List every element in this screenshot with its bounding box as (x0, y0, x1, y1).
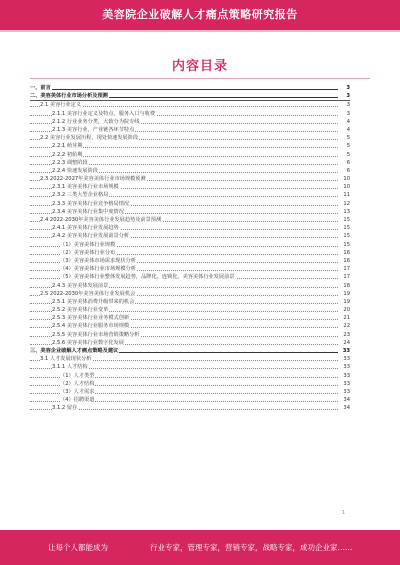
toc-entry-label: 3.1.1 人才结构 (52, 364, 88, 371)
toc-entry-label: （2）美容美体行业分布 (60, 249, 116, 256)
toc-entry-page: 5 (339, 134, 350, 142)
toc-entry[interactable] (30, 200, 350, 208)
toc-entry-page: 15 (339, 241, 350, 249)
toc-entry-page: 3 (339, 92, 350, 100)
toc-entry-label: 2.5.1 美容美体消费升级带来的机会 (52, 298, 135, 305)
toc-entry-label: 2.2.4 快速发展阶段 (52, 167, 98, 174)
toc-entry-label: （1）人才类型 (60, 372, 95, 379)
toc-entry-label: 2.5.4 美容美体行业服务市场规模 (52, 323, 130, 330)
toc-entry[interactable] (30, 159, 350, 167)
toc-entry[interactable] (30, 241, 350, 249)
toc-entry[interactable] (30, 339, 350, 347)
toc-entry[interactable] (30, 134, 350, 142)
toc-entry-page: 15 (339, 232, 350, 240)
toc-entry-page: 6 (339, 167, 350, 175)
toc-entry[interactable] (30, 249, 350, 257)
toc-entry[interactable] (30, 355, 350, 363)
toc-entry-page: 16 (339, 249, 350, 257)
toc-entry[interactable] (30, 92, 350, 101)
toc-entry-page: 23 (339, 331, 350, 339)
toc-entry-label: 2.5.3 美容美体行业业务模式创新 (52, 315, 130, 322)
toc-entry-label: 2.4.3 美容美体发展前景 (52, 282, 109, 289)
toc-entry-page: 6 (339, 159, 350, 167)
toc-entry-label: 2.1.3 美容行业，产业链各环节特点 (52, 126, 135, 133)
toc-entry-page: 34 (339, 404, 350, 412)
toc-entry-page: 33 (339, 380, 350, 388)
toc-entry-page: 33 (339, 363, 350, 371)
toc-entry-label: 三、美容企业破解人才痛点策略及建议 (30, 348, 119, 354)
toc-entry-page: 10 (339, 175, 350, 183)
toc-entry-label: 2.3.4 美容美体行业集中度情况 (52, 208, 124, 215)
toc-entry-page: 12 (339, 200, 350, 208)
toc-entry-label: （4）美容美体行业市场规模分析 (60, 266, 136, 273)
toc-entry-page: 11 (339, 191, 350, 199)
toc-entry[interactable] (30, 208, 350, 216)
toc-entry[interactable] (30, 126, 350, 134)
toc-entry-page: 20 (339, 306, 350, 314)
footer-slogan-right: 行业专家，管理专家，营销专家，战略专家，成功企业家…… (150, 543, 353, 552)
toc-entry-label: 2.4 2022-2030年美容美体行业发展趋势及前景预测 (40, 217, 162, 223)
toc-entry[interactable] (30, 347, 350, 355)
toc-entry-page: 3 (339, 101, 350, 109)
toc-entry-label: 2.1.2 行业业务分类，大致分为院专线 (52, 118, 140, 125)
toc-entry-label: 2.3.3 美容美体行业竞争格局情况 (52, 200, 130, 207)
toc-entry-label: （1）美容美体行业规模 (60, 241, 116, 248)
toc-entry-label: 2.5 2022-2030年美容美体行业发展机会 (40, 290, 136, 297)
toc-entry-label: 3.1.2 留存 (52, 405, 78, 412)
toc-entry[interactable] (30, 216, 350, 224)
toc-entry[interactable] (30, 372, 350, 380)
toc-entry[interactable] (30, 331, 350, 339)
toc-entry-label: 2.2.1 萌芽期 (52, 143, 83, 150)
toc-entry[interactable] (30, 290, 350, 298)
toc-entry-label: （2）人才结构 (60, 380, 95, 387)
toc-entry-label: 2.3.1 美容美体行业市场规模 (52, 184, 119, 191)
toc-entry-label: 2.5.5 美容美体行业市场营销策略分析 (52, 331, 140, 338)
toc-entry-page: 4 (339, 118, 350, 126)
toc-entry-label: 2.5.2 美容美体行业变革 (52, 307, 109, 314)
toc-entry-page: 3 (339, 110, 350, 118)
toc-entry[interactable] (30, 142, 350, 150)
toc-entry-label: 2.3.2 三类大型企业格局 (52, 192, 109, 199)
toc-entry-page: 33 (339, 372, 350, 380)
toc-entry[interactable] (30, 257, 350, 265)
toc-entry-label: 2.2.3 调整阶段 (52, 159, 88, 166)
toc-entry-page: 22 (339, 322, 350, 330)
toc-entry[interactable] (30, 167, 350, 175)
toc-entry-page: 33 (339, 355, 350, 363)
toc-entry[interactable] (30, 298, 350, 306)
toc-entry[interactable] (30, 265, 350, 273)
toc-entry-label: 2.2 美容行业发展历程，现处快速发展阶段 (40, 135, 139, 142)
toc-entry-page: 15 (339, 224, 350, 232)
toc-entry-label: （5）美容美体行业整体发展趋势，品牌化、连锁化，美容美体行业发展前景 (60, 274, 235, 281)
toc-entry[interactable] (30, 404, 350, 412)
toc-entry-label: 2.1 美容行业定义 (40, 102, 82, 109)
toc-entry[interactable] (30, 183, 350, 191)
toc-entry-page: 16 (339, 257, 350, 265)
toc-entry-page: 33 (339, 388, 350, 396)
toc-entry-page: 18 (339, 282, 350, 290)
footer-bar (0, 530, 400, 565)
toc-entry-page: 33 (339, 347, 350, 355)
toc-entry-page: 19 (339, 298, 350, 306)
toc-entry[interactable] (30, 151, 350, 159)
toc-entry[interactable] (30, 282, 350, 290)
toc-entry[interactable] (30, 101, 350, 109)
footer-slogan-left: 让每个人都能成为 (48, 543, 108, 552)
toc-entry-label: 2.4.1 美容美体行业发展趋势 (52, 225, 119, 232)
table-of-contents (30, 84, 350, 413)
toc-entry-label: 一、前言 (30, 85, 51, 91)
toc-entry[interactable] (30, 396, 350, 404)
header-accent-bar (0, 30, 400, 32)
toc-entry-page: 3 (339, 84, 350, 92)
toc-entry-page: 24 (339, 339, 350, 347)
toc-entry[interactable] (30, 84, 350, 92)
toc-entry[interactable] (30, 314, 350, 322)
toc-entry-page: 19 (339, 290, 350, 298)
toc-entry[interactable] (30, 306, 350, 314)
toc-entry-label: 2.1.1 美容行业定义及特点，服务入口与收费 (52, 110, 156, 117)
toc-entry[interactable] (30, 118, 350, 126)
toc-entry-page: 10 (339, 183, 350, 191)
toc-entry-label: 2.5.6 美容美体行业数字化发展 (52, 339, 124, 346)
toc-entry-page: 15 (339, 216, 350, 224)
toc-entry-page: 13 (339, 208, 350, 216)
toc-entry[interactable] (30, 273, 350, 281)
toc-entry-page: 5 (339, 142, 350, 150)
toc-entry-label: 二、美容美体行业市场分析及预测 (30, 93, 108, 100)
toc-entry[interactable] (30, 322, 350, 330)
toc-entry-label: 3.1 人才发展现状分析 (40, 356, 92, 363)
toc-entry-page: 5 (339, 151, 350, 159)
toc-entry[interactable] (30, 363, 350, 371)
toc-entry-label: 2.3 2022-2027年美容美体行业市场规模预测 (40, 176, 146, 183)
toc-entry-label: 2.2.2 初始期 (52, 151, 83, 158)
toc-entry-label: （3）美容美体市场需求现状分析 (60, 257, 136, 264)
toc-entry[interactable] (30, 191, 350, 199)
toc-entry[interactable] (30, 232, 350, 240)
toc-entry[interactable] (30, 224, 350, 232)
toc-entry-label: （4）招聘渠道 (60, 397, 95, 404)
toc-entry-page: 17 (339, 273, 350, 281)
toc-entry-page: 34 (339, 396, 350, 404)
toc-leader-dots (30, 89, 338, 90)
toc-entry-label: 2.4.2 美容美体行业发展前景分析 (52, 233, 130, 240)
toc-entry-page: 4 (339, 126, 350, 134)
title-divider (30, 78, 370, 79)
page-number: 1 (342, 510, 346, 516)
toc-entry[interactable] (30, 110, 350, 118)
toc-entry-page: 21 (339, 314, 350, 322)
toc-entry[interactable] (30, 175, 350, 183)
toc-entry[interactable] (30, 388, 350, 396)
toc-entry-page: 17 (339, 265, 350, 273)
toc-entry[interactable] (30, 380, 350, 388)
toc-entry-label: （3）人才需求 (60, 388, 95, 395)
toc-title: 内容目录 (171, 59, 228, 74)
report-header: 美容院企业破解人才痛点策略研究报告 (0, 0, 400, 30)
